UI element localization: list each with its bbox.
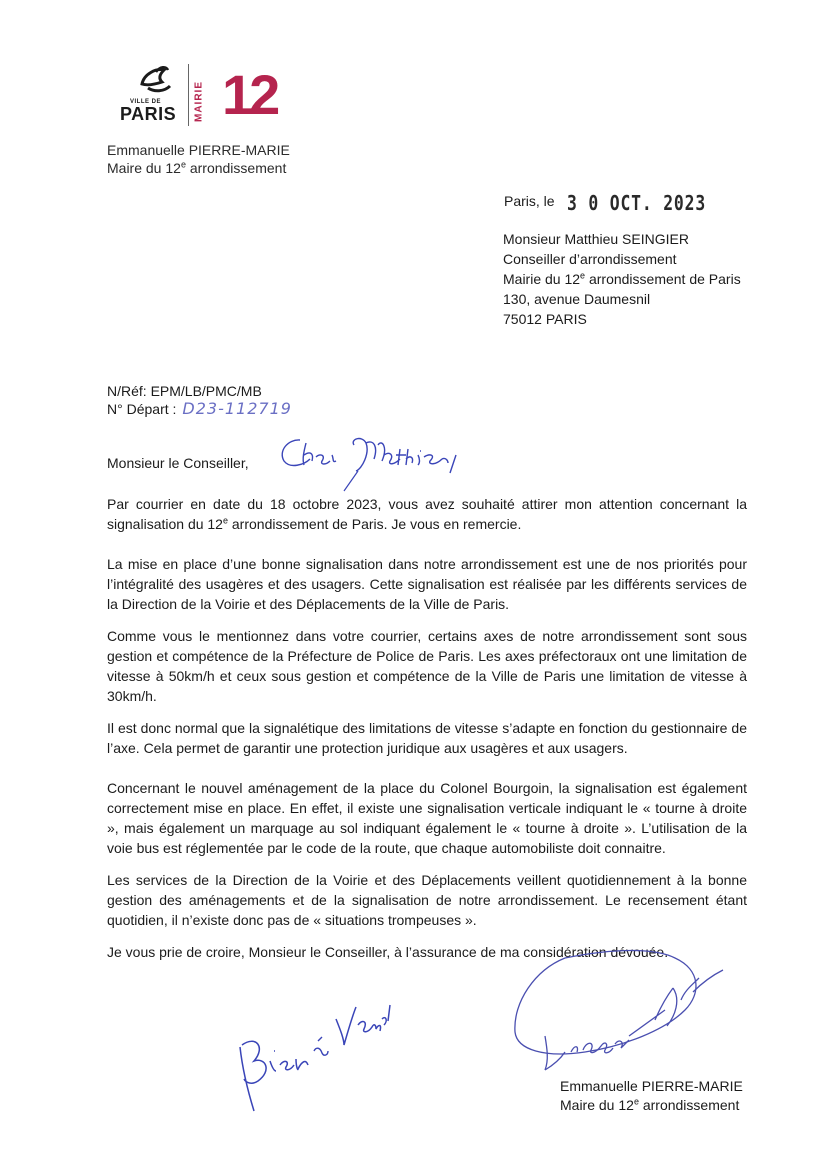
sender-name: Emmanuelle PIERRE-MARIE xyxy=(107,142,290,158)
recipient-organisation: Mairie du 12e arrondissement de Paris xyxy=(503,270,741,287)
reference-block xyxy=(107,382,292,418)
paris-ship-icon xyxy=(134,64,178,98)
handwritten-closing-text: Bien à vous ! xyxy=(232,985,238,986)
recipient-role: Conseiller d’arrondissement xyxy=(503,251,677,267)
depart-number: N° Départ : D23-112719 xyxy=(107,399,292,418)
paragraph-6: Les services de la Direction de la Voirie et des Déplacements veillent quotidiennement à la bonne gestion des aménagements et de la signalisation de notre arrondissement. Le recensement étant quotidien, il n’existe donc pas de « situations trompeuses ». xyxy=(107,872,747,928)
ville-de-paris-mairie-12-logo xyxy=(118,62,278,134)
signatory-title: Maire du 12e arrondissement xyxy=(560,1096,740,1113)
sender-title: Maire du 12e arrondissement xyxy=(107,159,287,176)
logo-mairie: MAIRIE xyxy=(193,81,205,122)
recipient-city: 75012 PARIS xyxy=(503,311,587,327)
salutation: Monsieur le Conseiller, xyxy=(107,455,249,471)
date-prefix: Paris, le xyxy=(504,193,555,209)
logo-paris: PARIS xyxy=(120,104,177,124)
signatory-name: Emmanuelle PIERRE-MARIE xyxy=(560,1078,743,1094)
signature xyxy=(505,940,735,1080)
logo-ville-de: VILLE DE xyxy=(130,99,162,105)
paragraph-1: Par courrier en date du 18 octobre 2023, vous avez souhaité attirer mon attention concernant la signalisation du 12e arrondissement de Paris. Je vous en remercie. xyxy=(107,496,747,532)
recipient-street: 130, avenue Daumesnil xyxy=(503,291,651,307)
recipient-name: Monsieur Matthieu SEINGIER xyxy=(503,231,689,247)
signature-scrawl-text: Pierre-Marie xyxy=(505,940,511,941)
paragraph-5: Concernant le nouvel aménagement de la place du Colonel Bourgoin, la signalisation est également correctement mise en place. En effet, il existe une signalisation verticale indiquant le « tourne à droite », mais également un marquage au sol indiquant également le « tourne à droite ». L’utilisation de la voie bus est réglementée par le code de la route, que chaque automobiliste doit connaitre. xyxy=(107,780,747,856)
paragraph-closing: Je vous prie de croire, Monsieur le Conseiller, à l’assurance de ma considération dévouée. xyxy=(107,944,669,960)
handwritten-greeting-text: Cher Matthieu, xyxy=(270,425,277,426)
paragraph-4: Il est donc normal que la signalétique des limitations de vitesse s’adapte en fonction du gestionnaire de l’axe. Cela permet de garantir une protection juridique aux usagères et aux usagers. xyxy=(107,720,747,756)
logo-divider xyxy=(188,64,189,126)
logo-number: 12 xyxy=(222,63,277,126)
date-stamp: 3 0 OCT. 2023 xyxy=(567,191,707,215)
paragraph-2: La mise en place d’une bonne signalisation dans notre arrondissement est une de nos priorités pour l’intégralité des usagères et des usagers. Cette signalisation est réalisée par les différents services de la Direction de la Voirie et des Déplacements de la Ville de Paris. xyxy=(107,556,747,612)
recipient-address xyxy=(503,229,741,329)
signatory-block xyxy=(560,1077,743,1115)
paragraph-3: Comme vous le mentionnez dans votre courrier, certains axes de notre arrondissement sont sous gestion et compétence de la Préfecture de Police de Paris. Les axes préfectoraux ont une limitation de vitesse à 50km/h et ceux sous gestion et compétence de la Ville de Paris une limitation de vitesse à 30km/h. xyxy=(107,628,747,704)
handwritten-closing xyxy=(232,985,392,1115)
depart-number-stamp: D23-112719 xyxy=(182,399,292,418)
sender-block xyxy=(107,141,290,177)
reference-number: N/Réf: EPM/LB/PMC/MB xyxy=(107,383,262,399)
handwritten-greeting xyxy=(270,425,470,495)
